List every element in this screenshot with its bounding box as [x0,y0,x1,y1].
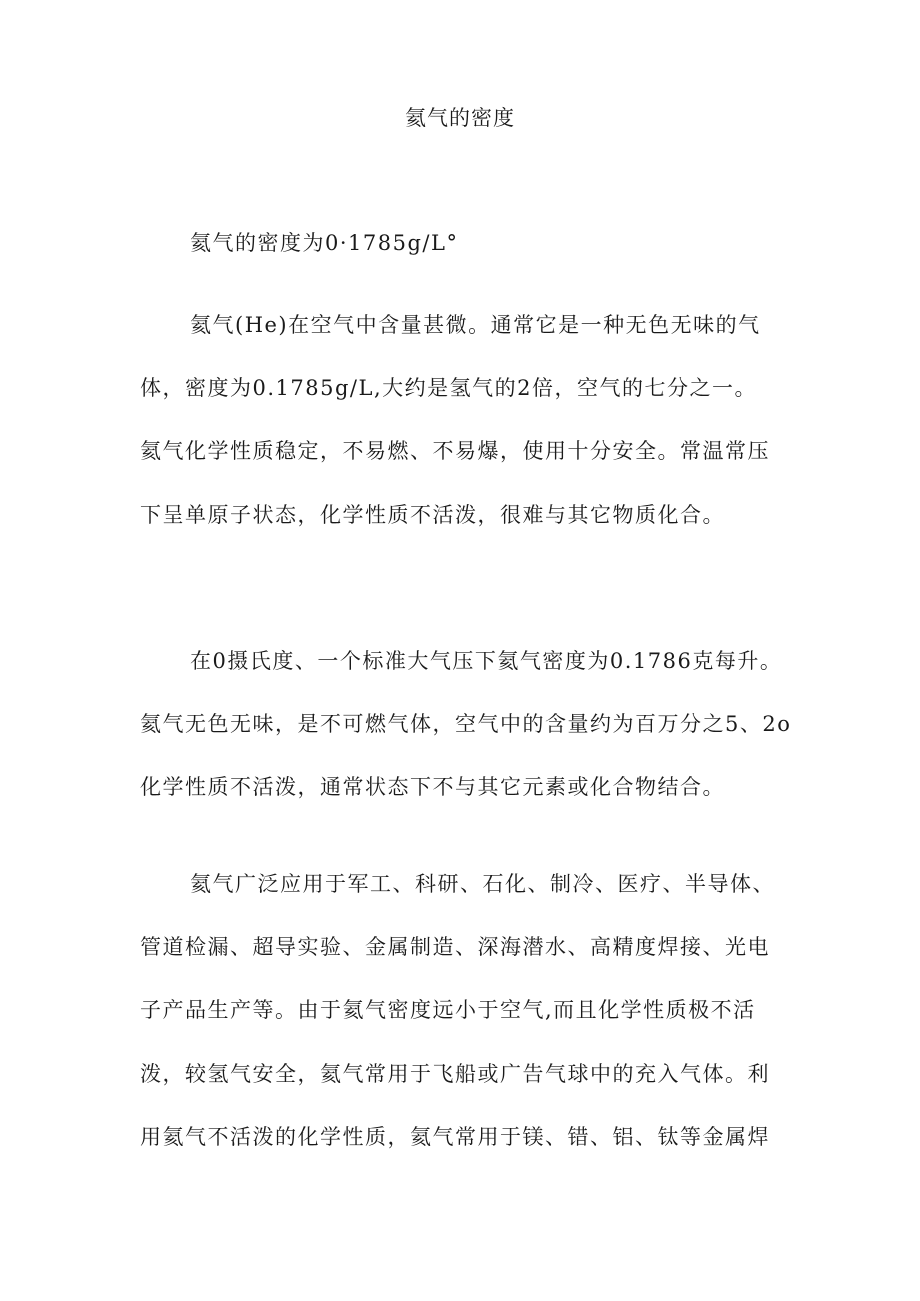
paragraph-3-line-2: 氦气无色无味，是不可燃气体，空气中的含量约为百万分之5、2o [140,712,792,736]
paragraph-4-line-2: 管道检漏、超导实验、金属制造、深海潜水、高精度焊接、光电 [140,935,770,959]
paragraph-2-line-4: 下呈单原子状态，化学性质不活泼，很难与其它物质化合。 [140,503,725,527]
paragraph-4-line-3: 子产品生产等。由于氦气密度远小于空气,而且化学性质极不活 [140,998,756,1022]
paragraph-3-line-3: 化学性质不活泼，通常状态下不与其它元素或化合物结合。 [140,775,725,799]
paragraph-3-line-1: 在0摄氏度、一个标准大气压下氦气密度为0.1786克每升。 [190,649,783,673]
paragraph-2-line-3: 氦气化学性质稳定，不易燃、不易爆，使用十分安全。常温常压 [140,439,770,463]
paragraph-4-line-4: 泼，较氢气安全，氦气常用于飞船或广告气球中的充入气体。利 [140,1062,770,1086]
paragraph-4-line-1: 氦气广泛应用于军工、科研、石化、制冷、医疗、半导体、 [190,872,775,896]
paragraph-2-line-2: 体，密度为0.1785g/L,大约是氢气的2倍，空气的七分之一。 [140,376,757,400]
page-title: 氦气的密度 [405,106,515,130]
paragraph-4-line-5: 用氦气不活泼的化学性质，氦气常用于镁、错、铝、钛等金属焊 [140,1125,770,1149]
paragraph-2-line-1: 氦气(He)在空气中含量甚微。通常它是一种无色无味的气 [190,313,761,337]
paragraph-1-line-1: 氦气的密度为0·1785g/L° [190,231,459,255]
